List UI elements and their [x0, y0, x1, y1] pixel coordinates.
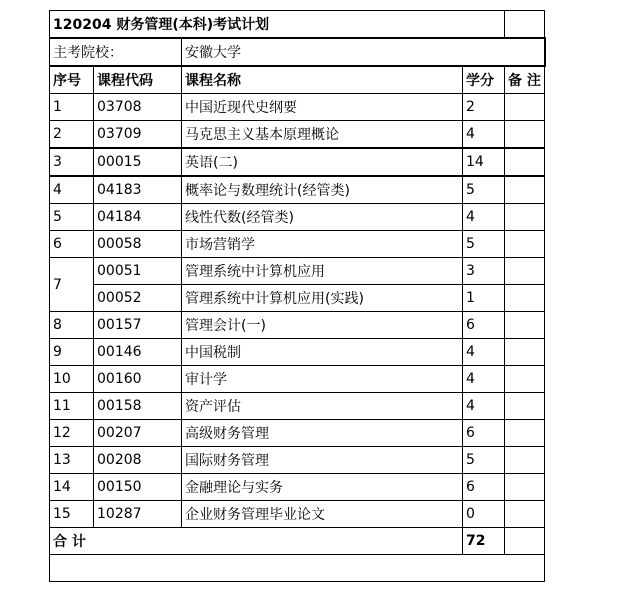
row-name: 国际财务管理	[182, 447, 463, 474]
table-row	[50, 148, 545, 176]
row-name: 管理会计(一)	[182, 312, 463, 339]
row-seq: 4	[50, 176, 94, 204]
row-code: 00058	[94, 231, 182, 258]
row-note	[505, 285, 545, 312]
row-code: 00160	[94, 366, 182, 393]
table-row	[50, 501, 545, 528]
row-code: 00158	[94, 393, 182, 420]
row-credit: 6	[463, 474, 505, 501]
blank-footer-row	[50, 555, 545, 582]
row-code: 03709	[94, 121, 182, 149]
row-name: 审计学	[182, 366, 463, 393]
table-row	[50, 285, 545, 312]
row-seq: 12	[50, 420, 94, 447]
row-code: 00052	[94, 285, 182, 312]
row-name: 市场营销学	[182, 231, 463, 258]
row-note	[505, 393, 545, 420]
row-credit: 5	[463, 231, 505, 258]
row-name: 马克思主义基本原理概论	[182, 121, 463, 149]
row-name: 资产评估	[182, 393, 463, 420]
total-note	[505, 528, 545, 555]
row-note	[505, 204, 545, 231]
row-name: 高级财务管理	[182, 420, 463, 447]
row-credit: 6	[463, 312, 505, 339]
row-note	[505, 176, 545, 204]
row-code: 04184	[94, 204, 182, 231]
row-code: 00146	[94, 339, 182, 366]
row-credit: 3	[463, 258, 505, 285]
row-code: 03708	[94, 94, 182, 121]
row-note	[505, 474, 545, 501]
row-code: 00208	[94, 447, 182, 474]
header-seq: 序号	[50, 66, 94, 94]
row-credit: 4	[463, 204, 505, 231]
row-credit: 5	[463, 447, 505, 474]
row-seq: 11	[50, 393, 94, 420]
row-note	[505, 258, 545, 285]
row-seq: 3	[50, 148, 94, 176]
row-note	[505, 312, 545, 339]
row-seq: 15	[50, 501, 94, 528]
row-seq: 1	[50, 94, 94, 121]
total-value: 72	[463, 528, 505, 555]
row-code: 00207	[94, 420, 182, 447]
row-name: 线性代数(经管类)	[182, 204, 463, 231]
row-note	[505, 447, 545, 474]
row-note	[505, 148, 545, 176]
row-credit: 4	[463, 121, 505, 149]
row-seq: 8	[50, 312, 94, 339]
row-seq: 9	[50, 339, 94, 366]
total-label: 合 计	[50, 528, 463, 555]
page-title: 120204 财务管理(本科)考试计划	[50, 11, 505, 39]
row-name: 中国近现代史纲要	[182, 94, 463, 121]
title-note-cell	[505, 11, 545, 39]
table-row	[50, 94, 545, 121]
exam-plan-table	[49, 10, 546, 582]
row-credit: 2	[463, 94, 505, 121]
table-row	[50, 474, 545, 501]
school-label: 主考院校：	[50, 38, 182, 66]
table-row	[50, 231, 545, 258]
row-code: 00051	[94, 258, 182, 285]
table-row	[50, 258, 545, 285]
row-note	[505, 366, 545, 393]
table-row	[50, 121, 545, 149]
row-credit: 14	[463, 148, 505, 176]
row-seq: 6	[50, 231, 94, 258]
header-credit: 学分	[463, 66, 505, 94]
course-rows	[50, 94, 545, 528]
row-note	[505, 339, 545, 366]
row-seq: 14	[50, 474, 94, 501]
table-row	[50, 447, 545, 474]
table-row	[50, 176, 545, 204]
row-note	[505, 501, 545, 528]
row-credit: 5	[463, 176, 505, 204]
row-seq: 13	[50, 447, 94, 474]
row-note	[505, 231, 545, 258]
row-name: 管理系统中计算机应用(实践)	[182, 285, 463, 312]
row-code: 00157	[94, 312, 182, 339]
row-code: 04183	[94, 176, 182, 204]
school-value: 安徽大学	[182, 38, 545, 66]
header-name: 课程名称	[182, 66, 463, 94]
row-credit: 6	[463, 420, 505, 447]
row-credit: 4	[463, 366, 505, 393]
table-row	[50, 339, 545, 366]
row-seq: 10	[50, 366, 94, 393]
table-row	[50, 312, 545, 339]
table-row	[50, 393, 545, 420]
row-name: 金融理论与实务	[182, 474, 463, 501]
header-note: 备 注	[505, 66, 545, 94]
table-row	[50, 204, 545, 231]
header-code: 课程代码	[94, 66, 182, 94]
row-note	[505, 94, 545, 121]
row-credit: 4	[463, 339, 505, 366]
row-name: 企业财务管理毕业论文	[182, 501, 463, 528]
table-row	[50, 420, 545, 447]
row-name: 英语(二)	[182, 148, 463, 176]
row-credit: 4	[463, 393, 505, 420]
row-seq: 7	[50, 258, 94, 312]
row-code: 10287	[94, 501, 182, 528]
row-name: 中国税制	[182, 339, 463, 366]
row-credit: 0	[463, 501, 505, 528]
row-credit: 1	[463, 285, 505, 312]
row-note	[505, 121, 545, 149]
row-code: 00150	[94, 474, 182, 501]
row-note	[505, 420, 545, 447]
table-row	[50, 366, 545, 393]
row-name: 概率论与数理统计(经管类)	[182, 176, 463, 204]
row-code: 00015	[94, 148, 182, 176]
row-name: 管理系统中计算机应用	[182, 258, 463, 285]
row-seq: 5	[50, 204, 94, 231]
row-seq: 2	[50, 121, 94, 149]
